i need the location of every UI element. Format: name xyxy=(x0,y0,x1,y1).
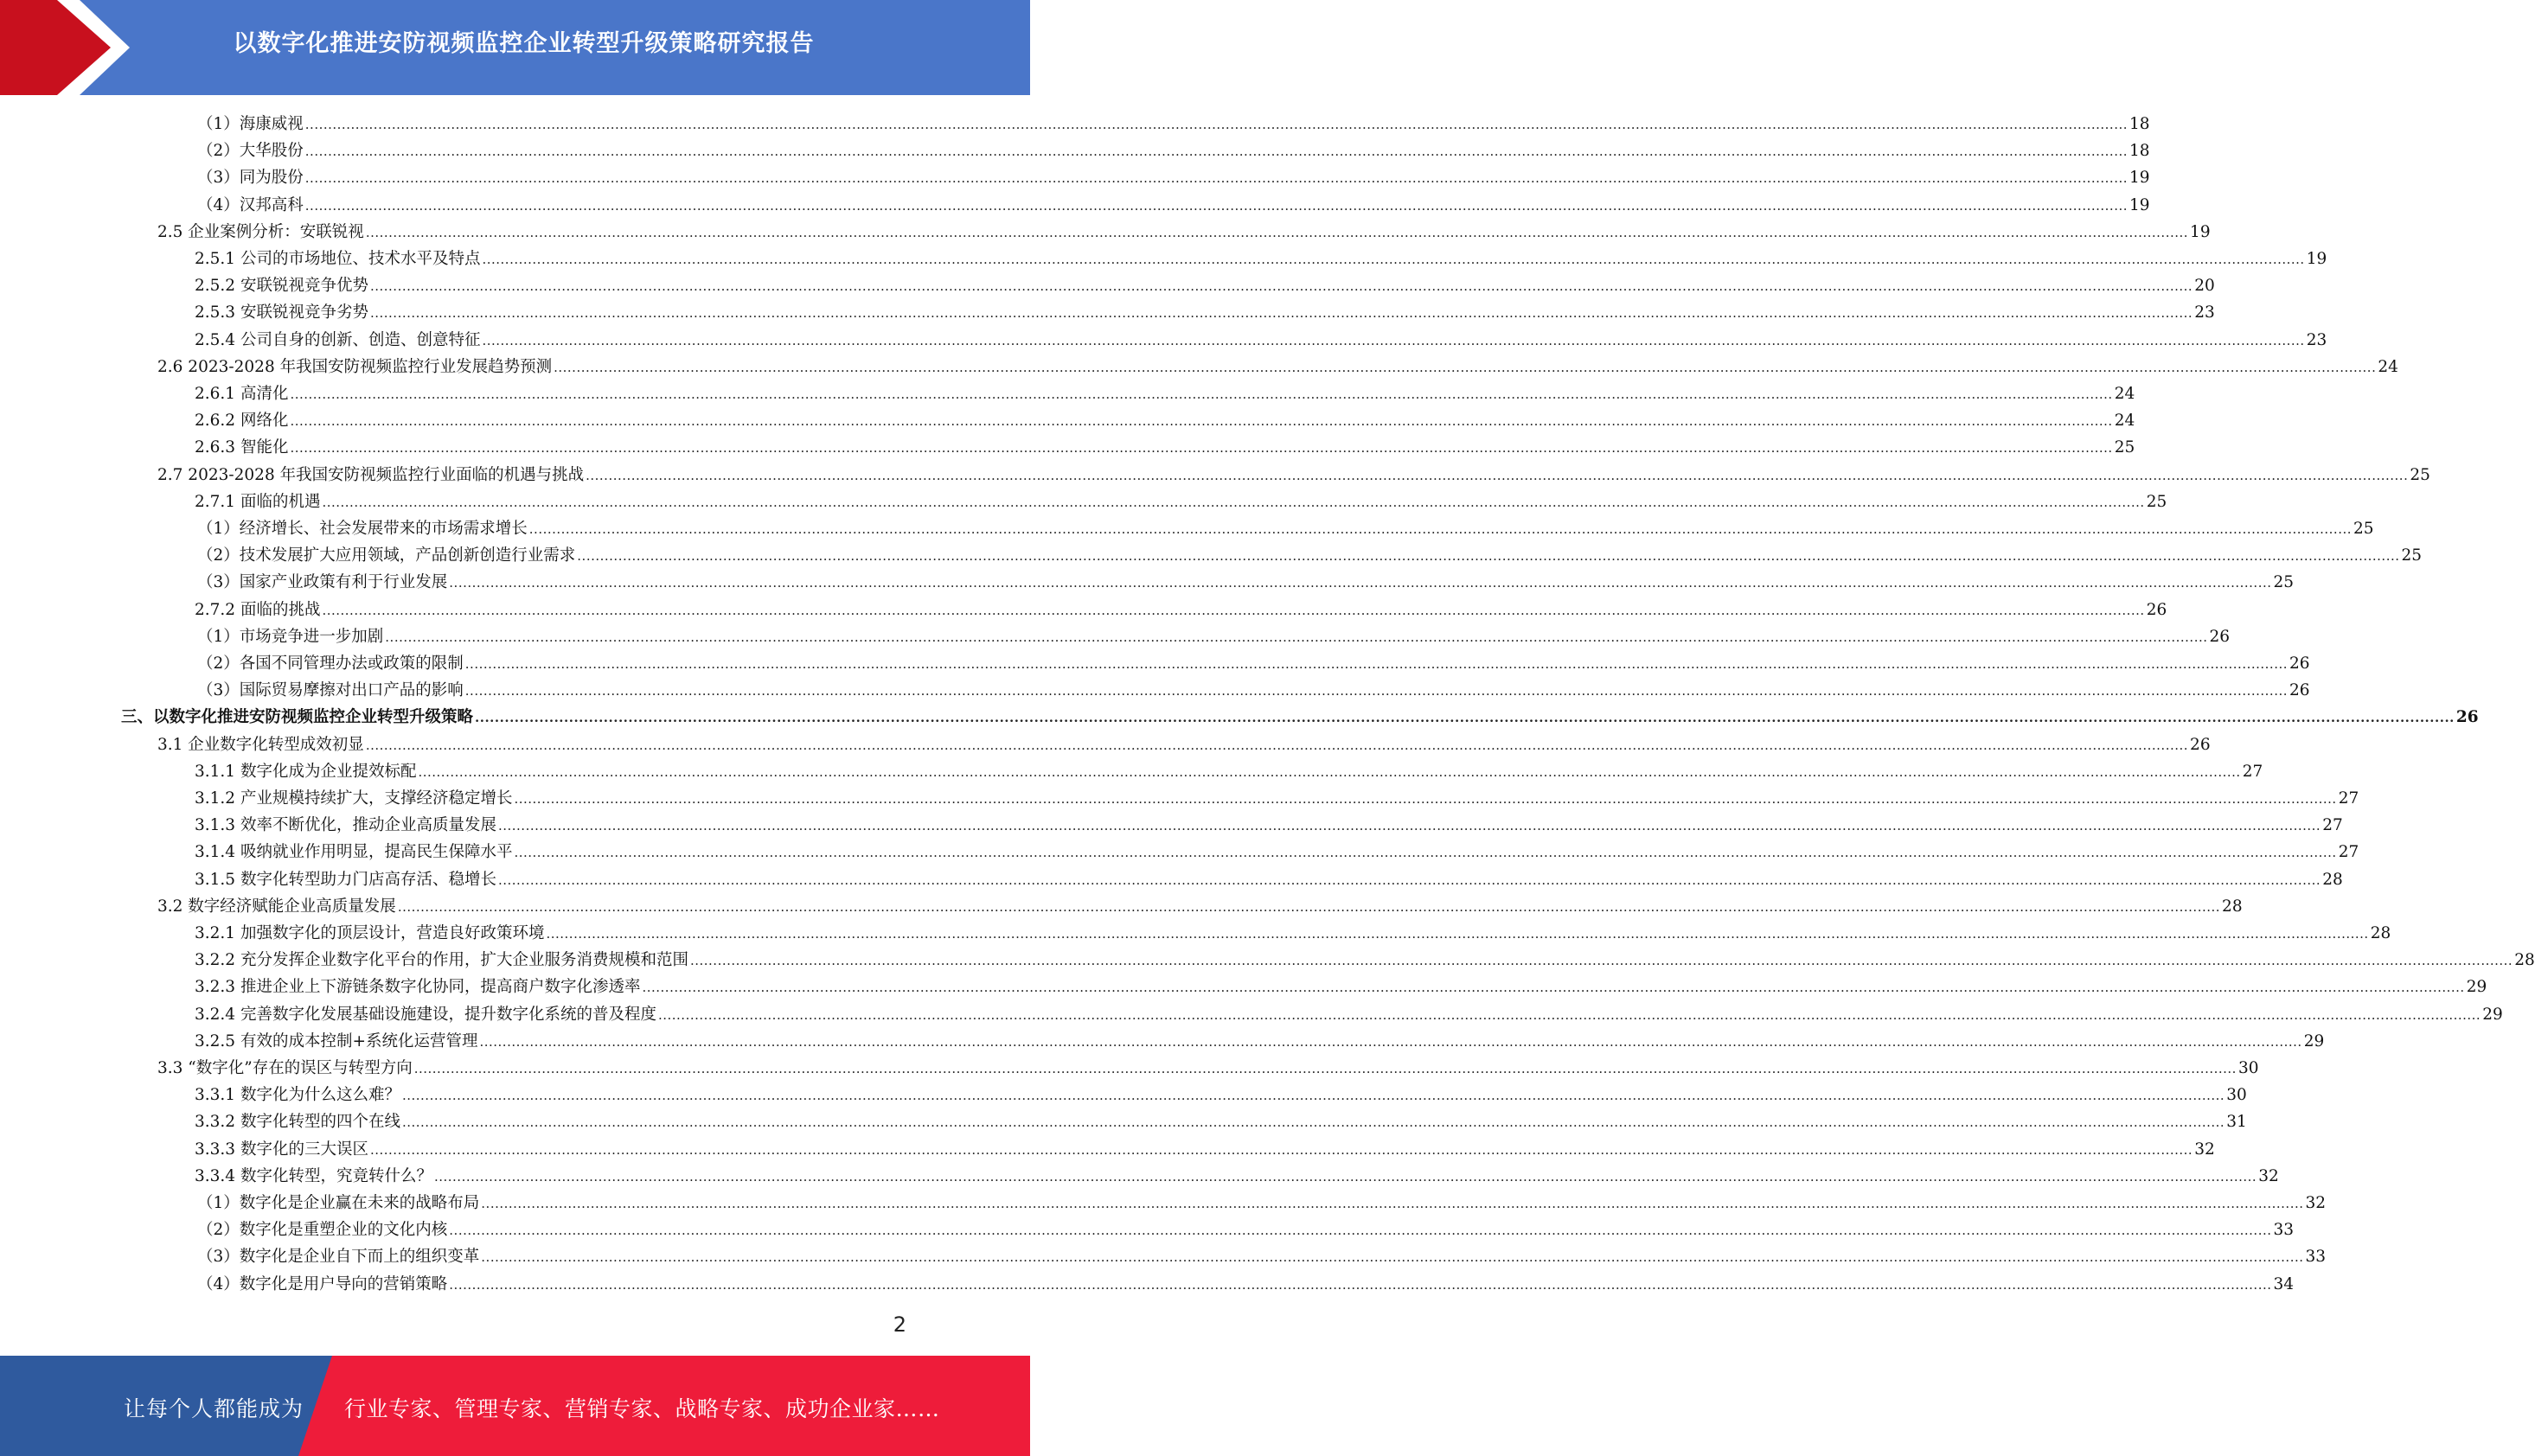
toc-leader-dots: ................................................................................................................................................................................................................................................................................................................................................................................................................ xyxy=(290,386,2113,402)
report-title: 以数字化推进安防视频监控企业转型升级策略研究报告 xyxy=(233,30,815,57)
toc-entry-title: （3）国际贸易摩擦对出口产品的影响 xyxy=(197,681,464,700)
toc-entry[interactable] xyxy=(195,434,2135,461)
toc-entry-page: 18 xyxy=(2129,115,2150,133)
toc-entry[interactable] xyxy=(195,1136,2215,1163)
toc-entry[interactable] xyxy=(157,1055,2259,1082)
toc-entry[interactable] xyxy=(157,462,2430,489)
toc-entry-title: 三、以数字化推进安防视频监控企业转型升级策略 xyxy=(121,708,474,727)
toc-entry-page: 34 xyxy=(2273,1274,2295,1293)
toc-entry-page: 20 xyxy=(2194,277,2215,296)
toc-entry[interactable] xyxy=(195,1001,2503,1028)
toc-entry-page: 25 xyxy=(2273,573,2295,592)
toc-entry-title: 3.2.1 加强数字化的顶层设计，营造良好政策环境 xyxy=(195,924,545,942)
toc-entry-page: 26 xyxy=(2289,681,2310,700)
toc-entry-page: 24 xyxy=(2378,357,2398,376)
toc-entry-page: 33 xyxy=(2273,1221,2295,1240)
toc-entry-title: 3.3.3 数字化的三大误区 xyxy=(195,1140,368,1159)
toc-entry-page: 32 xyxy=(2258,1166,2279,1185)
toc-leader-dots: ................................................................................................................................................................................................................................................................................................................................................................................................................ xyxy=(689,953,2513,969)
toc-leader-dots: ................................................................................................................................................................................................................................................................................................................................................................................................................ xyxy=(449,1276,2272,1293)
toc-entry-title: 3.1.1 数字化成为企业提效标配 xyxy=(195,762,417,781)
toc-entry[interactable] xyxy=(195,246,2327,272)
toc-leader-dots: ................................................................................................................................................................................................................................................................................................................................................................................................................ xyxy=(514,791,2337,807)
toc-entry-title: 3.1 企业数字化转型成效初显 xyxy=(157,735,364,754)
toc-entry-title: （1）海康威视 xyxy=(197,115,304,133)
toc-entry-page: 28 xyxy=(2514,951,2535,970)
toc-entry-title: （2）数字化是重塑企业的文化内核 xyxy=(197,1221,448,1240)
toc-leader-dots: ................................................................................................................................................................................................................................................................................................................................................................................................................ xyxy=(304,197,2129,214)
toc-leader-dots: ................................................................................................................................................................................................................................................................................................................................................................................................................ xyxy=(528,521,2353,537)
toc-leader-dots: ................................................................................................................................................................................................................................................................................................................................................................................................................ xyxy=(369,278,2193,295)
toc-entry-page: 29 xyxy=(2303,1031,2325,1050)
toc-entry[interactable] xyxy=(197,1190,2327,1217)
toc-entry-page: 26 xyxy=(2209,627,2231,646)
toc-entry-page: 31 xyxy=(2226,1113,2247,1132)
toc-leader-dots: ................................................................................................................................................................................................................................................................................................................................................................................................................ xyxy=(365,224,2189,240)
toc-entry-title: 3.2.2 充分发挥企业数字化平台的作用，扩大企业服务消费规模和范围 xyxy=(195,951,688,970)
toc-entry[interactable] xyxy=(197,192,2150,219)
toc-entry-page: 27 xyxy=(2242,762,2263,781)
toc-entry-title: 2.6.2 网络化 xyxy=(195,412,289,431)
toc-entry-title: 2.6 2023-2028 年我国安防视频监控行业发展趋势预测 xyxy=(157,357,553,376)
toc-leader-dots: ................................................................................................................................................................................................................................................................................................................................................................................................................ xyxy=(481,1249,2304,1266)
toc-entry-title: （1）市场竞争进一步加剧 xyxy=(197,627,384,646)
toc-leader-dots: ................................................................................................................................................................................................................................................................................................................................................................................................................ xyxy=(304,117,2129,132)
toc-entry-title: （3）国家产业政策有利于行业发展 xyxy=(197,573,448,592)
toc-entry[interactable] xyxy=(197,677,2310,704)
toc-entry[interactable] xyxy=(157,219,2211,246)
toc-leader-dots: ................................................................................................................................................................................................................................................................................................................................................................................................................ xyxy=(479,1033,2302,1050)
toc-entry[interactable] xyxy=(195,272,2215,299)
toc-leader-dots: ................................................................................................................................................................................................................................................................................................................................................................................................................ xyxy=(642,980,2465,996)
toc-entry-page: 33 xyxy=(2305,1248,2327,1267)
toc-leader-dots: ................................................................................................................................................................................................................................................................................................................................................................................................................ xyxy=(369,1141,2193,1158)
toc-entry-page: 29 xyxy=(2482,1005,2503,1024)
toc-entry-page: 19 xyxy=(2129,195,2150,214)
toc-leader-dots: ................................................................................................................................................................................................................................................................................................................................................................................................................ xyxy=(401,1114,2225,1131)
toc-entry[interactable] xyxy=(195,839,2359,865)
toc-leader-dots: ................................................................................................................................................................................................................................................................................................................................................................................................................ xyxy=(657,1006,2481,1023)
toc-leader-dots: ................................................................................................................................................................................................................................................................................................................................................................................................................ xyxy=(397,898,2221,915)
toc-entry[interactable] xyxy=(197,650,2310,677)
toc-entry[interactable] xyxy=(195,327,2327,354)
toc-leader-dots: ................................................................................................................................................................................................................................................................................................................................................................................................................ xyxy=(290,413,2113,430)
toc-entry[interactable] xyxy=(195,380,2135,407)
toc-entry[interactable] xyxy=(197,1271,2295,1298)
toc-entry-page: 24 xyxy=(2114,385,2135,403)
toc-entry-title: 2.5.4 公司自身的创新、创造、创意特征 xyxy=(195,330,481,349)
toc-entry[interactable] xyxy=(195,812,2343,839)
toc-entry-title: 2.5.1 公司的市场地位、技术水平及特点 xyxy=(195,250,481,268)
toc-entry-page: 25 xyxy=(2146,492,2167,511)
toc-entry-title: 2.7.1 面临的机遇 xyxy=(195,492,321,511)
toc-entry-page: 19 xyxy=(2129,169,2150,188)
toc-entry[interactable] xyxy=(195,299,2215,326)
toc-entry-page: 24 xyxy=(2114,412,2135,431)
footer-slogan-left: 让每个人都能成为 xyxy=(124,1396,304,1421)
toc-leader-dots: ................................................................................................................................................................................................................................................................................................................................................................................................................ xyxy=(322,602,2145,618)
toc-entry-title: （2）各国不同管理办法或政策的限制 xyxy=(197,655,464,673)
toc-entry-page: 27 xyxy=(2338,789,2359,808)
toc-entry[interactable] xyxy=(197,164,2150,191)
toc-entry[interactable] xyxy=(195,489,2167,515)
toc-leader-dots: ................................................................................................................................................................................................................................................................................................................................................................................................................ xyxy=(413,1061,2237,1076)
toc-leader-dots: ................................................................................................................................................................................................................................................................................................................................................................................................................ xyxy=(475,710,2455,726)
toc-leader-dots: ................................................................................................................................................................................................................................................................................................................................................................................................................ xyxy=(449,575,2272,591)
toc-entry-page: 23 xyxy=(2306,330,2327,349)
toc-entry[interactable] xyxy=(197,623,2231,650)
toc-entry-title: 2.7 2023-2028 年我国安防视频监控行业面临的机遇与挑战 xyxy=(157,465,585,484)
toc-leader-dots: ................................................................................................................................................................................................................................................................................................................................................................................................................ xyxy=(514,845,2337,861)
toc-leader-dots: ................................................................................................................................................................................................................................................................................................................................................................................................................ xyxy=(577,548,2400,565)
toc-entry-page: 19 xyxy=(2190,222,2211,241)
toc-entry-title: 2.5.2 安联锐视竞争优势 xyxy=(195,277,368,296)
toc-leader-dots: ................................................................................................................................................................................................................................................................................................................................................................................................................ xyxy=(464,656,2289,672)
toc-leader-dots: ................................................................................................................................................................................................................................................................................................................................................................................................................ xyxy=(304,170,2129,187)
toc-entry[interactable] xyxy=(197,542,2423,569)
toc-leader-dots: ................................................................................................................................................................................................................................................................................................................................................................................................................ xyxy=(418,763,2241,780)
toc-entry-title: 2.6.3 智能化 xyxy=(195,438,289,457)
toc-entry-title: 3.2 数字经济赋能企业高质量发展 xyxy=(157,897,396,916)
toc-leader-dots: ................................................................................................................................................................................................................................................................................................................................................................................................................ xyxy=(433,1168,2257,1185)
toc-entry-page: 26 xyxy=(2455,708,2479,727)
toc-entry-title: （4）汉邦高科 xyxy=(197,195,304,214)
toc-entry-title: 3.3.4 数字化转型，究竟转什么？ xyxy=(195,1166,432,1185)
toc-entry-page: 27 xyxy=(2338,843,2359,862)
toc-entry[interactable] xyxy=(197,1243,2327,1270)
toc-entry-page: 19 xyxy=(2306,250,2327,268)
toc-entry-page: 25 xyxy=(2353,520,2374,538)
toc-entry-title: （1）经济增长、社会发展带来的市场需求增长 xyxy=(197,520,528,538)
toc-entry[interactable] xyxy=(195,920,2391,947)
toc-entry-page: 27 xyxy=(2322,816,2343,835)
toc-entry-page: 32 xyxy=(2305,1194,2327,1212)
toc-entry-title: （3）数字化是企业自下而上的组织变革 xyxy=(197,1248,480,1267)
toc-entry-title: 3.2.4 完善数字化发展基础设施建设，提升数字化系统的普及程度 xyxy=(195,1005,656,1024)
toc-leader-dots: ................................................................................................................................................................................................................................................................................................................................................................................................................ xyxy=(449,1223,2272,1239)
toc-entry-title: 3.2.3 推进企业上下游链条数字化协同，提高商户数字化渗透率 xyxy=(195,978,641,997)
toc-entry[interactable] xyxy=(195,407,2135,434)
toc-leader-dots: ................................................................................................................................................................................................................................................................................................................................................................................................................ xyxy=(322,494,2145,510)
toc-entry-title: 3.1.4 吸纳就业作用明显，提高民生保障水平 xyxy=(195,843,513,862)
toc-entry[interactable] xyxy=(195,597,2167,623)
toc-leader-dots: ................................................................................................................................................................................................................................................................................................................................................................................................................ xyxy=(365,737,2189,753)
toc-entry-page: 18 xyxy=(2129,142,2150,161)
toc-entry-page: 26 xyxy=(2289,655,2310,673)
toc-entry-page: 25 xyxy=(2114,438,2135,457)
toc-entry[interactable] xyxy=(195,785,2359,812)
toc-leader-dots: ................................................................................................................................................................................................................................................................................................................................................................................................................ xyxy=(290,440,2113,457)
toc-entry-page: 23 xyxy=(2194,303,2215,322)
toc-leader-dots: ................................................................................................................................................................................................................................................................................................................................................................................................................ xyxy=(482,252,2305,267)
footer-slogan-right: 行业专家、管理专家、营销专家、战略专家、成功企业家…… xyxy=(344,1396,940,1421)
toc-entry-page: 25 xyxy=(2401,546,2423,565)
toc-leader-dots: ................................................................................................................................................................................................................................................................................................................................................................................................................ xyxy=(369,305,2193,322)
toc-entry-page: 25 xyxy=(2410,465,2430,484)
toc-entry-page: 28 xyxy=(2222,897,2243,916)
toc-entry[interactable] xyxy=(197,515,2374,542)
toc-entry[interactable] xyxy=(197,1217,2295,1243)
toc-entry-title: 3.3.2 数字化转型的四个在线 xyxy=(195,1113,400,1132)
toc-entry-title: （1）数字化是企业赢在未来的战略布局 xyxy=(197,1194,480,1212)
toc-entry[interactable] xyxy=(195,974,2487,1000)
toc-entry[interactable] xyxy=(197,137,2150,164)
toc-entry-page: 28 xyxy=(2370,924,2391,942)
toc-entry-title: 2.7.2 面临的挑战 xyxy=(195,600,321,619)
toc-entry[interactable] xyxy=(195,1028,2325,1055)
toc-entry[interactable] xyxy=(195,866,2343,893)
toc-leader-dots: ................................................................................................................................................................................................................................................................................................................................................................................................................ xyxy=(497,818,2321,834)
toc-entry[interactable] xyxy=(157,354,2398,380)
toc-entry-title: 2.5.3 安联锐视竞争劣势 xyxy=(195,303,368,322)
toc-leader-dots: ................................................................................................................................................................................................................................................................................................................................................................................................................ xyxy=(497,872,2321,888)
page-footer xyxy=(0,1356,1030,1456)
toc-entry[interactable] xyxy=(195,758,2263,785)
toc-entry[interactable] xyxy=(157,731,2211,758)
toc-entry-title: （2）技术发展扩大应用领域，产品创新创造行业需求 xyxy=(197,546,576,565)
toc-entry[interactable] xyxy=(195,947,2535,974)
toc-entry-title: 3.2.5 有效的成本控制+系统化运营管理 xyxy=(195,1031,478,1050)
toc-entry-page: 26 xyxy=(2146,600,2167,619)
toc-entry-title: 3.1.2 产业规模持续扩大，支撑经济稳定增长 xyxy=(195,789,513,808)
toc-entry[interactable] xyxy=(121,704,2479,731)
toc-entry[interactable] xyxy=(157,893,2243,920)
toc-leader-dots: ................................................................................................................................................................................................................................................................................................................................................................................................................ xyxy=(546,926,2369,942)
toc-entry-title: （4）数字化是用户导向的营销策略 xyxy=(197,1274,448,1293)
page-header xyxy=(0,0,1030,95)
toc-entry-title: 3.3.1 数字化为什么这么难？ xyxy=(195,1086,400,1105)
toc-leader-dots: ................................................................................................................................................................................................................................................................................................................................................................................................................ xyxy=(464,683,2289,699)
toc-entry-title: （2）大华股份 xyxy=(197,142,304,161)
toc-entry-page: 28 xyxy=(2322,870,2343,889)
toc-entry-title: 3.1.3 效率不断优化，推动企业高质量发展 xyxy=(195,816,496,835)
toc-leader-dots: ................................................................................................................................................................................................................................................................................................................................................................................................................ xyxy=(554,359,2377,375)
toc-entry-title: 2.6.1 高清化 xyxy=(195,385,289,403)
toc-leader-dots: ................................................................................................................................................................................................................................................................................................................................................................................................................ xyxy=(482,332,2305,348)
toc-entry[interactable] xyxy=(195,1082,2247,1108)
toc-entry-page: 30 xyxy=(2237,1059,2259,1077)
toc-entry-title: （3）同为股份 xyxy=(197,169,304,188)
toc-entry-page: 32 xyxy=(2194,1140,2215,1159)
toc-entry[interactable] xyxy=(197,569,2295,596)
toc-entry-page: 26 xyxy=(2190,735,2211,754)
toc-leader-dots: ................................................................................................................................................................................................................................................................................................................................................................................................................ xyxy=(304,144,2129,160)
toc-entry-title: 3.3 “数字化”存在的误区与转型方向 xyxy=(157,1059,413,1077)
toc-leader-dots: ................................................................................................................................................................................................................................................................................................................................................................................................................ xyxy=(586,467,2409,483)
page-number: 2 xyxy=(893,1312,906,1337)
toc-leader-dots: ................................................................................................................................................................................................................................................................................................................................................................................................................ xyxy=(401,1088,2225,1104)
toc-entry[interactable] xyxy=(197,111,2150,137)
toc-entry[interactable] xyxy=(195,1163,2279,1190)
toc-entry-page: 29 xyxy=(2466,978,2487,997)
toc-entry-title: 2.5 企业案例分析：安联锐视 xyxy=(157,222,364,241)
toc-entry[interactable] xyxy=(195,1108,2247,1135)
toc-leader-dots: ................................................................................................................................................................................................................................................................................................................................................................................................................ xyxy=(481,1196,2304,1211)
toc-entry-title: 3.1.5 数字化转型助力门店高存活、稳增长 xyxy=(195,870,496,889)
toc-leader-dots: ................................................................................................................................................................................................................................................................................................................................................................................................................ xyxy=(385,629,2208,645)
toc-entry-page: 30 xyxy=(2226,1086,2247,1105)
